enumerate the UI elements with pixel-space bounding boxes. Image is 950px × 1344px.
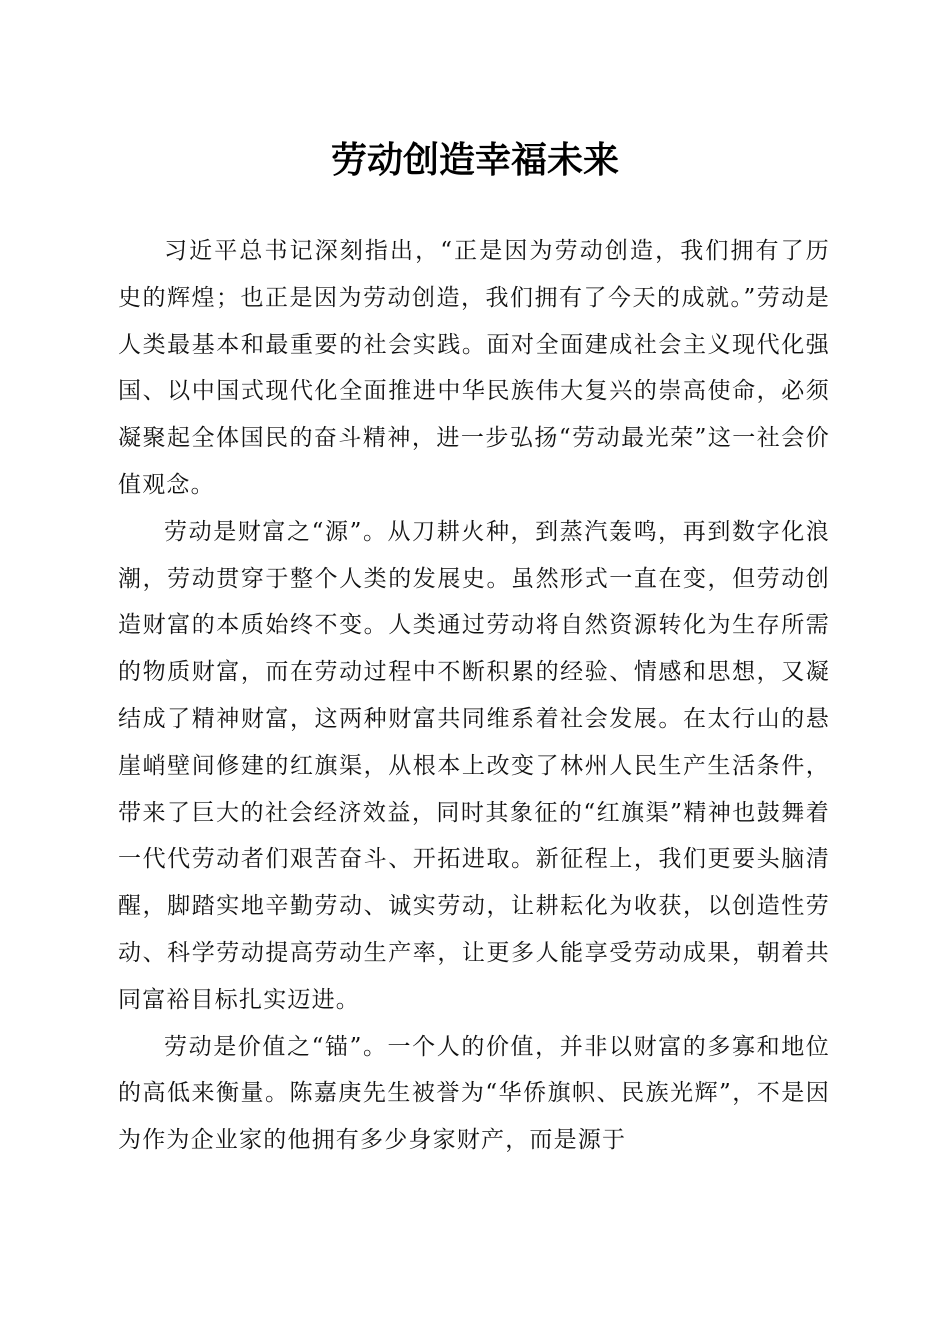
paragraph-value-anchor: 劳动是价值之“锚”。一个人的价值，并非以财富的多寡和地位的高低来衡量。陈嘉庚先生被誉为“华侨旗帜、民族光辉”，不是因为作为企业家的他拥有多少身家财产，而是源于: [118, 1033, 830, 1154]
document-title: 劳动创造幸福未来: [330, 139, 619, 181]
document-body: [118, 228, 830, 1164]
paragraph-intro: 习近平总书记深刻指出，“正是因为劳动创造，我们拥有了历史的辉煌；也正是因为劳动创造，我们拥有了今天的成就。”劳动是人类最基本和最重要的社会实践。面对全面建成社会主义现代化强国、以中国式现代化全面推进中华民族伟大复兴的崇高使命，必须凝聚起全体国民的奋斗精神，进一步弘扬“劳动最光荣”这一社会价值观念。: [118, 238, 830, 498]
paragraph-wealth-source: 劳动是财富之“源”。从刀耕火种，到蒸汽轰鸣，再到数字化浪潮，劳动贯穿于整个人类的发展史。虽然形式一直在变，但劳动创造财富的本质始终不变。人类通过劳动将自然资源转化为生存所需的物质财富，而在劳动过程中不断积累的经验、情感和思想，又凝结成了精神财富，这两种财富共同维系着社会发展。在太行山的悬崖峭壁间修建的红旗渠，从根本上改变了林州人民生产生活条件，带来了巨大的社会经济效益，同时其象征的“红旗渠”精神也鼓舞着一代代劳动者们艰苦奋斗、开拓进取。新征程上，我们更要头脑清醒，脚踏实地辛勤劳动、诚实劳动，让耕耘化为收获，以创造性劳动、科学劳动提高劳动生产率，让更多人能享受劳动成果，朝着共同富裕目标扎实迈进。: [118, 518, 830, 1013]
